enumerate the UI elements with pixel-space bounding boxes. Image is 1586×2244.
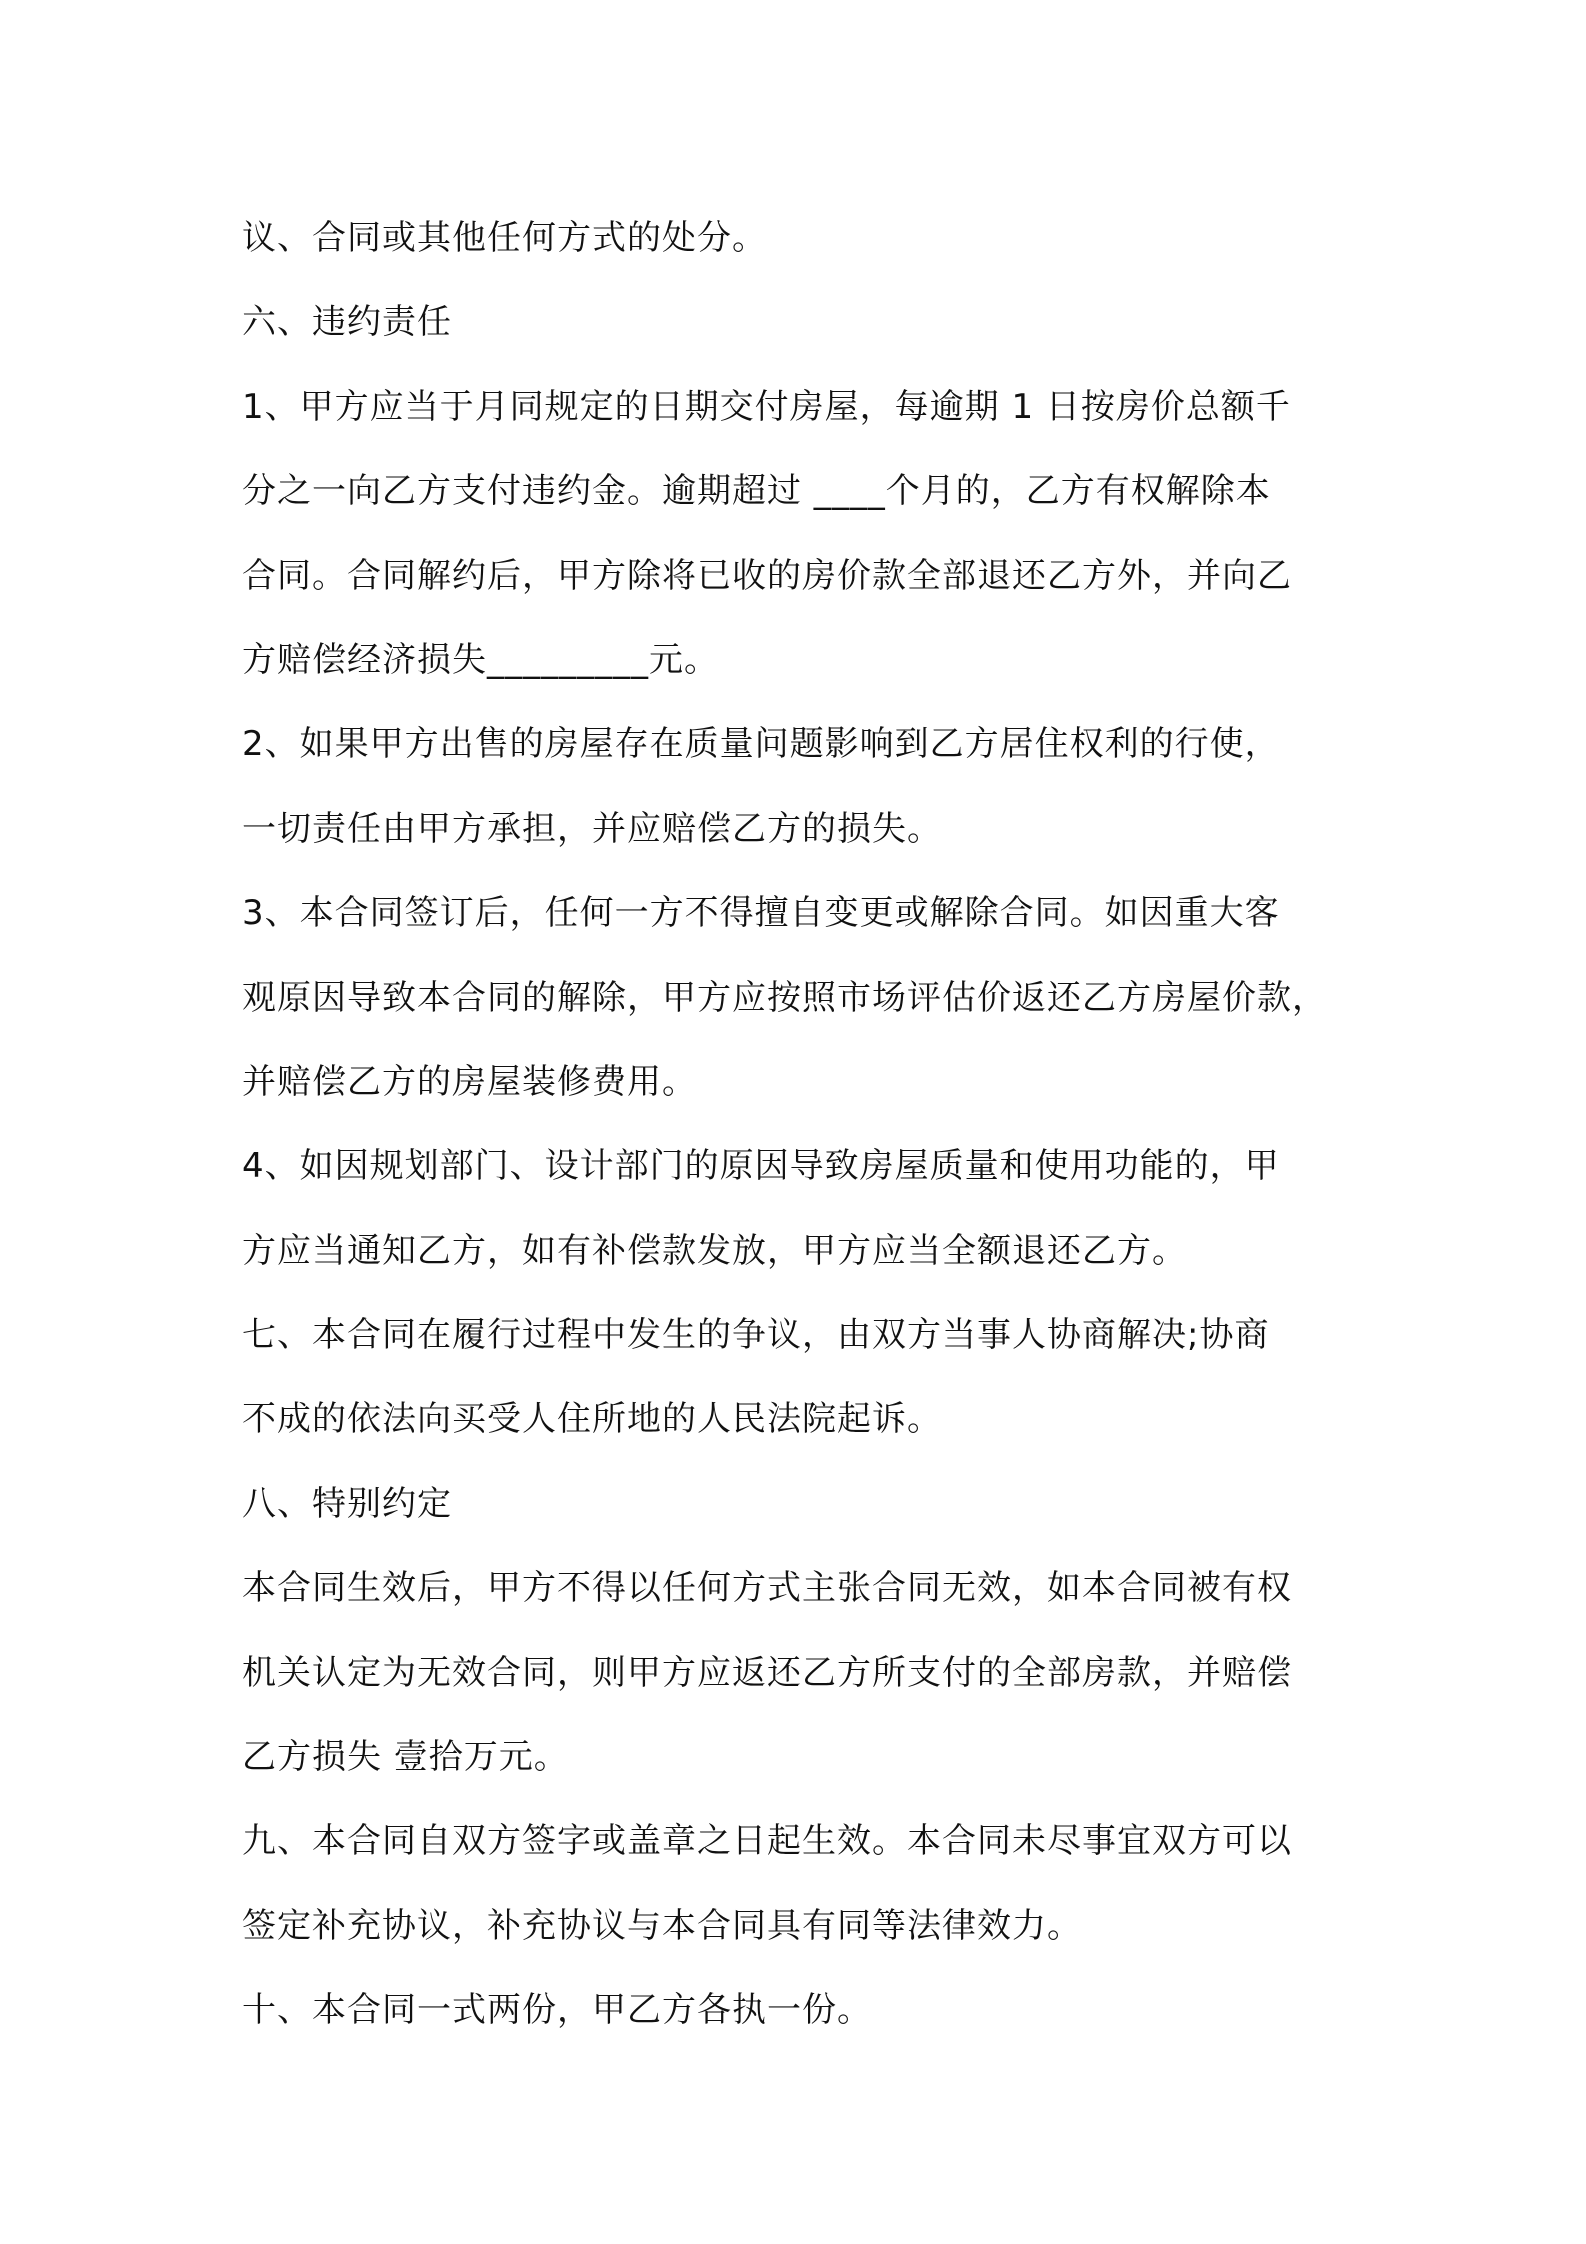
text-line: 合同。合同解约后，甲方除将已收的房价款全部退还乙方外，并向乙 bbox=[242, 555, 1292, 596]
text-line: 方应当通知乙方，如有补偿款发放，甲方应当全额退还乙方。 bbox=[242, 1230, 1187, 1271]
text-line: 4、如因规划部门、设计部门的原因导致房屋质量和使用功能的，甲 bbox=[242, 1146, 1280, 1187]
text-line: 十、本合同一式两份，甲乙方各执一份。 bbox=[242, 1990, 872, 2031]
text-line: 并赔偿乙方的房屋装修费用。 bbox=[242, 1061, 697, 1102]
text-line: 1、甲方应当于月同规定的日期交付房屋，每逾期 1 日按房价总额千 bbox=[242, 386, 1291, 427]
section-heading-special-agreement: 八、特别约定 bbox=[242, 1483, 452, 1524]
text-line: 3、本合同签订后，任何一方不得擅自变更或解除合同。如因重大客 bbox=[242, 893, 1280, 934]
text-line: 本合同生效后，甲方不得以任何方式主张合同无效，如本合同被有权 bbox=[242, 1568, 1292, 1609]
text-line: 议、合同或其他任何方式的处分。 bbox=[242, 218, 767, 258]
text-line: 一切责任由甲方承担，并应赔偿乙方的损失。 bbox=[242, 808, 942, 849]
text-line: 观原因导致本合同的解除，甲方应按照市场评估价返还乙方房屋价款， bbox=[242, 977, 1327, 1018]
text-line: 签定补充协议，补充协议与本合同具有同等法律效力。 bbox=[242, 1905, 1082, 1946]
text-line: 乙方损失 壹拾万元。 bbox=[242, 1737, 569, 1778]
text-line: 方赔偿经济损失_________元。 bbox=[242, 639, 719, 680]
text-line: 不成的依法向买受人住所地的人民法院起诉。 bbox=[242, 1399, 942, 1440]
section-heading-breach-liability: 六、违约责任 bbox=[242, 302, 452, 343]
document-body bbox=[242, 196, 1352, 2053]
text-line: 分之一向乙方支付违约金。逾期超过 ____个月的，乙方有权解除本 bbox=[242, 471, 1271, 512]
text-line: 2、如果甲方出售的房屋存在质量问题影响到乙方居住权利的行使， bbox=[242, 724, 1280, 765]
text-line: 机关认定为无效合同，则甲方应返还乙方所支付的全部房款，并赔偿 bbox=[242, 1652, 1292, 1693]
text-line: 七、本合同在履行过程中发生的争议，由双方当事人协商解决;协商 bbox=[242, 1315, 1270, 1356]
text-line: 九、本合同自双方签字或盖章之日起生效。本合同未尽事宜双方可以 bbox=[242, 1821, 1292, 1862]
